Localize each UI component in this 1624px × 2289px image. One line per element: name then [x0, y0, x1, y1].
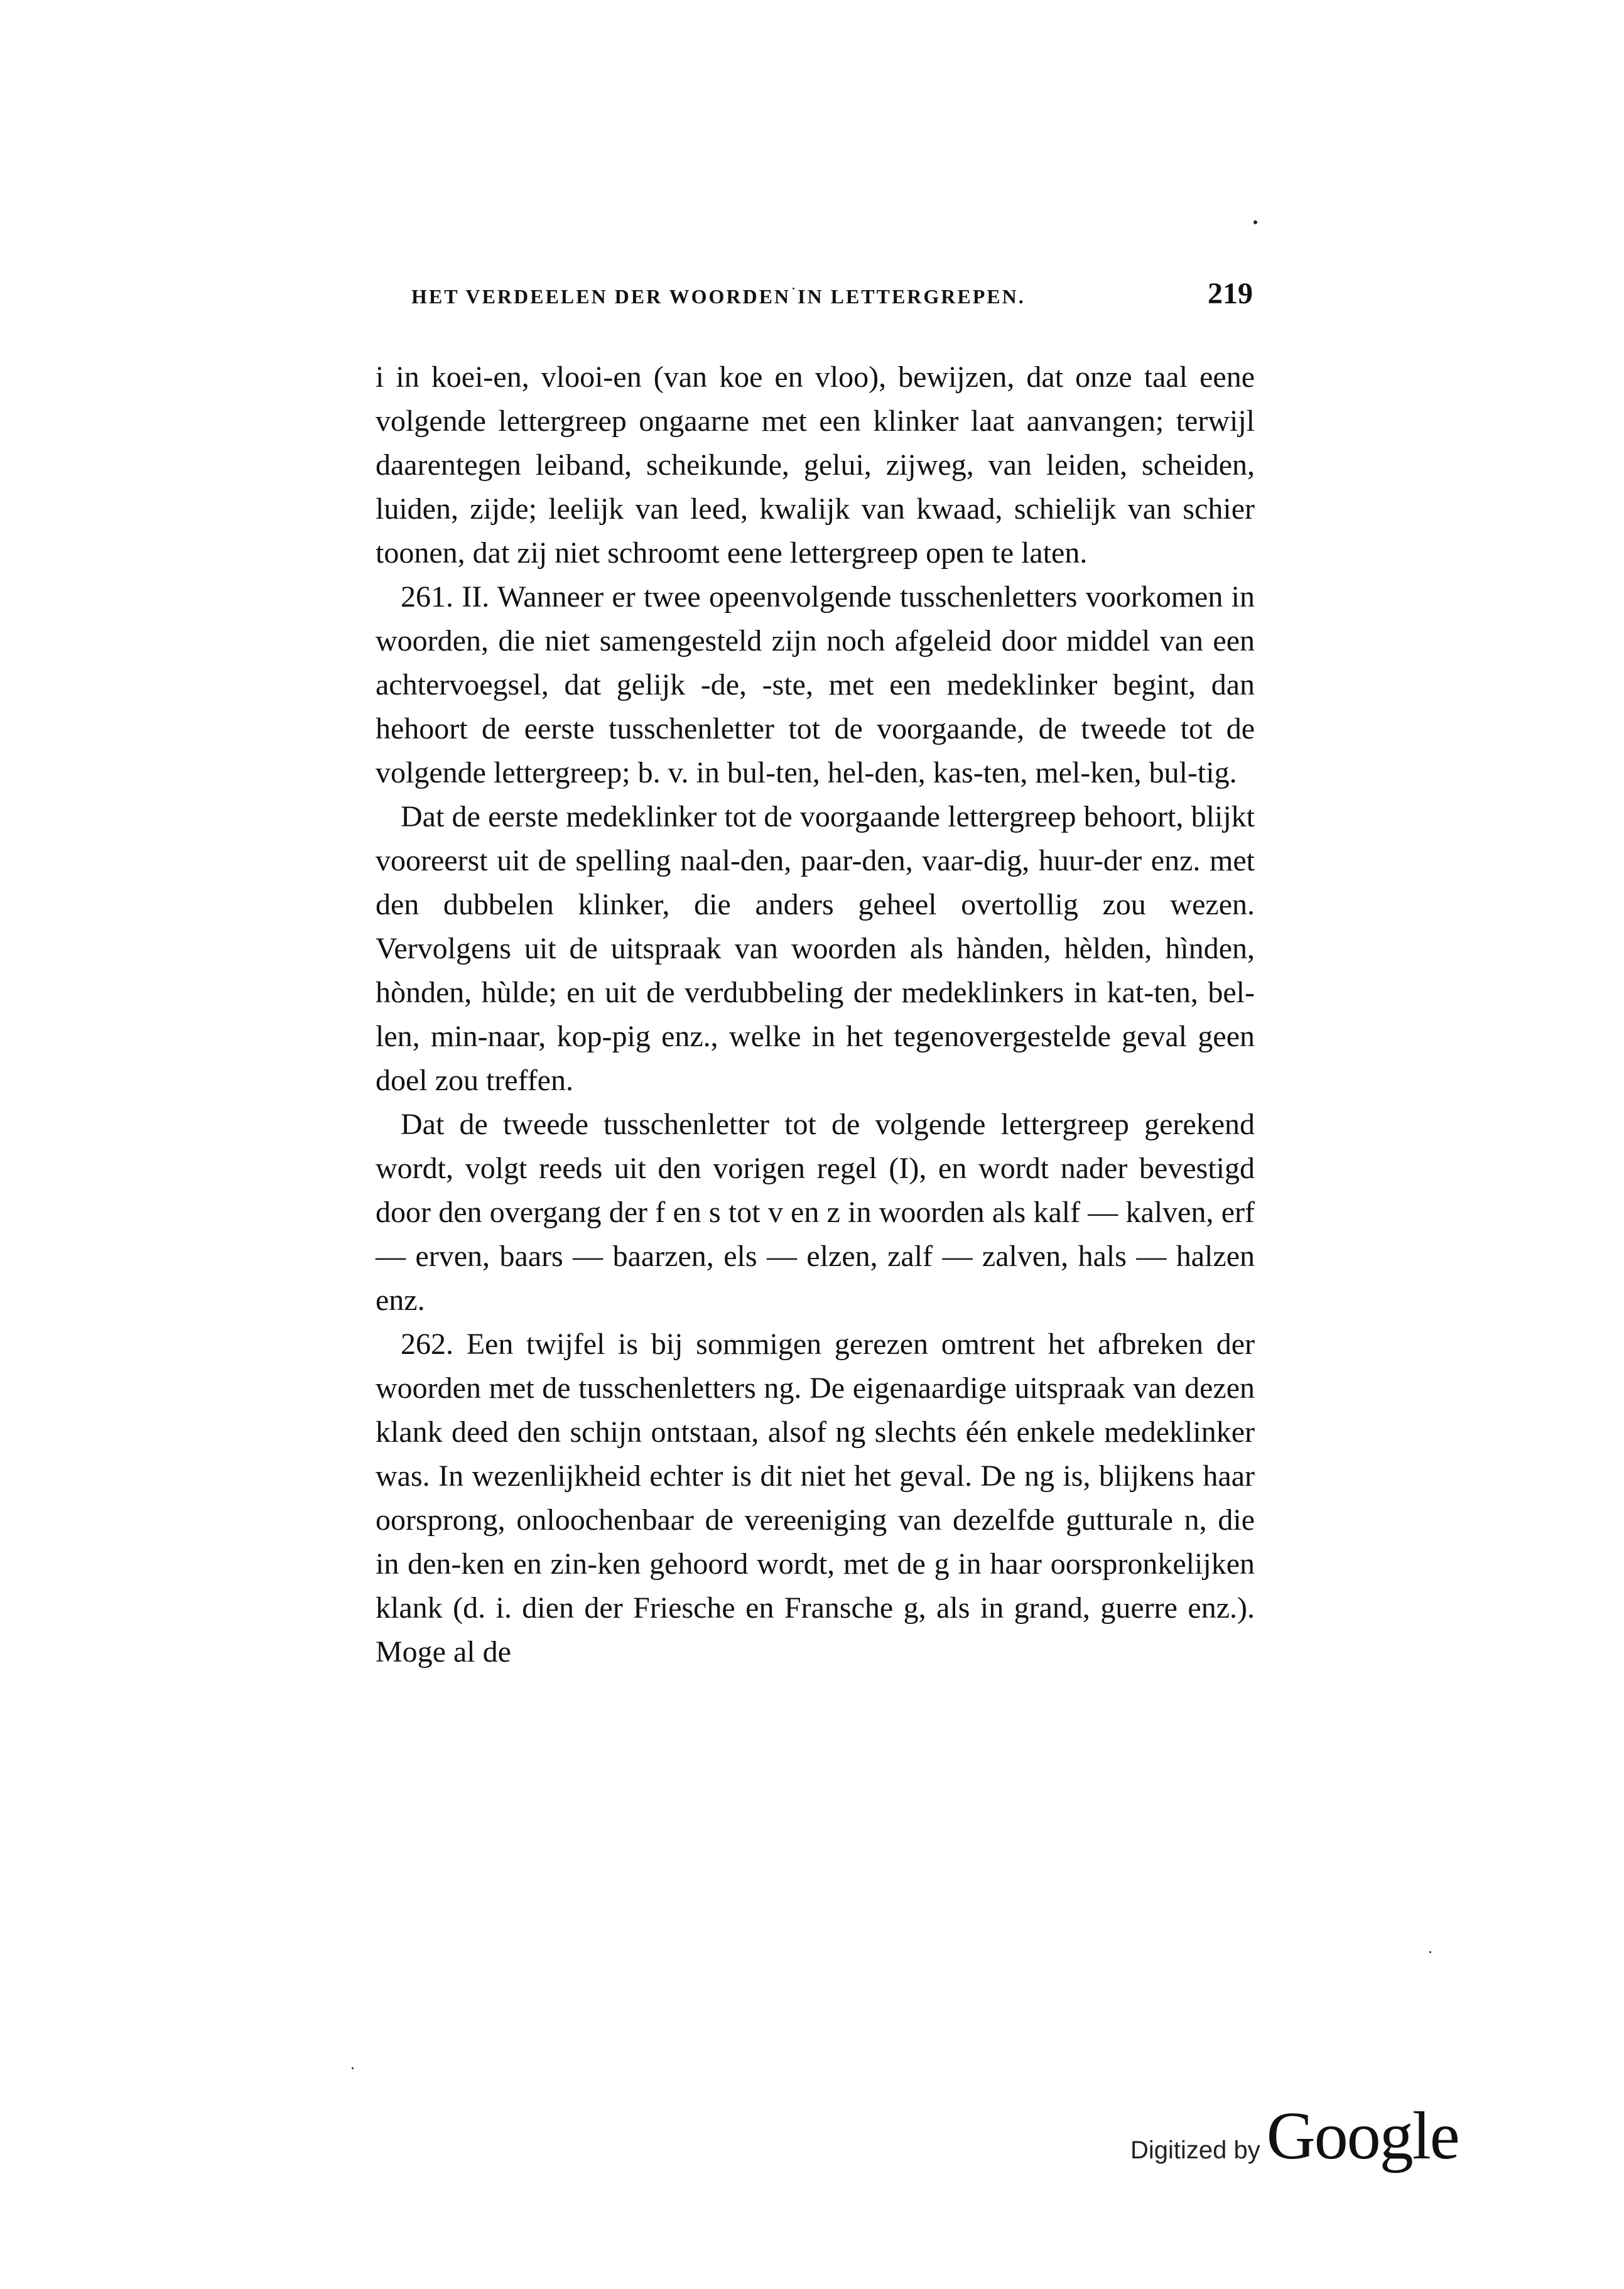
- paragraph: i in koei-en, vlooi-en (van koe en vloo), bewijzen, dat onze taal eene volgende lettergreep ongaarne met een klinker laat aanvangen; terwijl daarentegen leiband, scheikunde, gelui, zijweg, van leiden, scheiden, luiden, zijde; leelijk van leed, kwalijk van kwaad, schielijk van schier toonen, dat zij niet schroomt eene lettergreep open te laten.: [376, 360, 1255, 570]
- digitized-by-google-watermark: [1130, 2097, 1459, 2173]
- page-header: [411, 276, 1253, 314]
- running-title: HET VERDEELEN DER WOORDEN IN LETTERGREPEN.: [411, 285, 1026, 308]
- paragraph: Dat de tweede tusschenletter tot de volgende lettergreep gerekend wordt, volgt reeds uit den vorigen regel (I), en wordt nader bevestigd door den overgang der f en s tot v en z in woorden als kalf — kalven, erf — erven, baars — baarzen, els — elzen, zalf — zalven, hals — halzen enz.: [376, 1108, 1255, 1317]
- scan-speck: [1253, 220, 1257, 224]
- scan-speck: [1429, 1951, 1431, 1953]
- scan-speck: [352, 2067, 354, 2069]
- paragraph: 262. Een twijfel is bij sommigen gerezen omtrent het afbreken der woorden met de tusschenletters ng. De eigenaardige uitspraak van dezen klank deed den schijn ontstaan, alsof ng slechts één enkele medeklinker was. In wezenlijkheid echter is dit niet het geval. De ng is, blijkens haar oorsprong, onloochenbaar de vereeniging van dezelfde gutturale n, die in den-ken en zin-ken gehoord wordt, met de g in haar oorspronkelijken klank (d. i. dien der Friesche en Fransche g, als in grand, guerre enz.). Moge al de: [376, 1328, 1255, 1669]
- paragraph: Dat de eerste medeklinker tot de voorgaande lettergreep behoort, blijkt vooreerst uit de spelling naal-den, paar-den, vaar-dig, huur-der enz. met den dubbelen klinker, die anders geheel overtollig zou wezen. Vervolgens uit de uitspraak van woorden als hànden, hèlden, hìnden, hònden, hùlde; en uit de verdubbeling der medeklinkers in kat-ten, bel-len, min-naar, kop-pig enz., welke in het tegenovergestelde geval geen doel zou treffen.: [376, 800, 1255, 1097]
- digitized-by-label: Digitized by: [1130, 2136, 1260, 2164]
- google-logo: Google: [1266, 2099, 1459, 2173]
- paragraph: 261. II. Wanneer er twee opeenvolgende tusschenletters voorkomen in woorden, die niet samengesteld zijn noch afgeleid door middel van een achtervoegsel, dat gelijk -de, -ste, met een medeklinker begint, dan hehoort de eerste tusschenletter tot de voorgaande, de tweede tot de volgende lettergreep; b. v. in bul-ten, hel-den, kas-ten, mel-ken, bul-tig.: [376, 580, 1255, 789]
- body-text: [376, 355, 1255, 1674]
- page-number: 219: [1208, 277, 1253, 310]
